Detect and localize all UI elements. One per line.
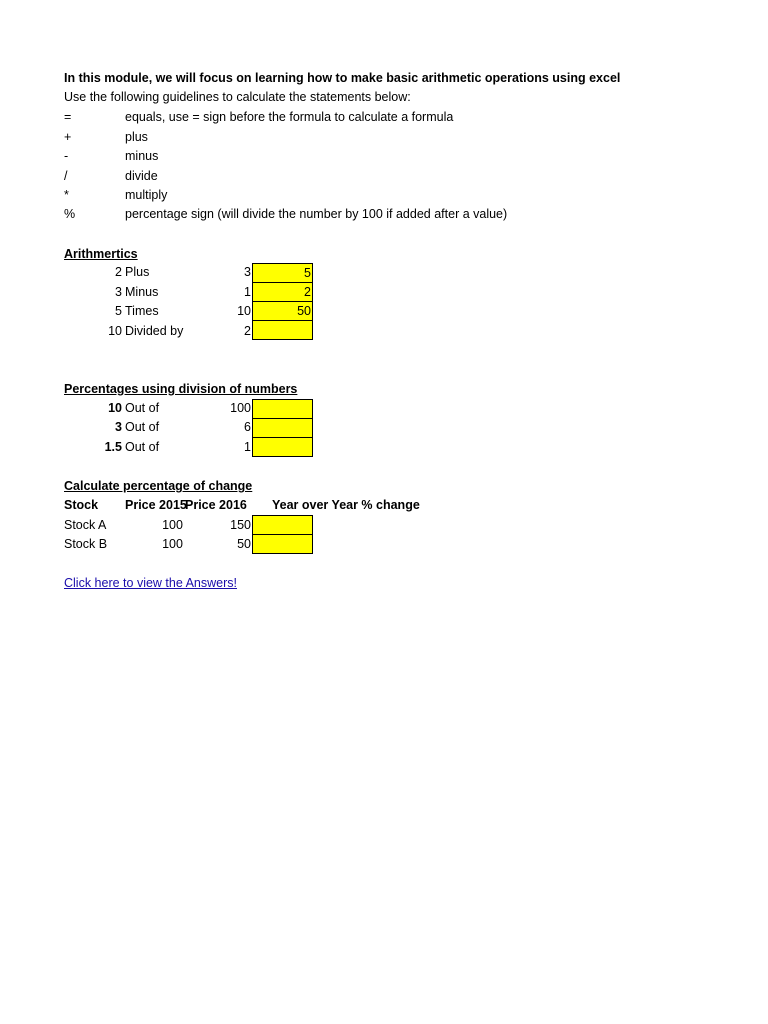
price-2015: 100 — [162, 518, 183, 532]
operator-description: minus — [125, 149, 159, 163]
arithmetics-heading: Arithmertics — [64, 247, 138, 261]
stock-name: Stock A — [64, 518, 107, 532]
operand-a: 1.5 — [104, 440, 122, 454]
price-2016: 150 — [230, 518, 251, 532]
percentages-heading: Percentages using division of numbers — [64, 382, 298, 396]
operand-b: 10 — [237, 304, 251, 318]
operator-symbol: / — [64, 169, 68, 183]
module-title: In this module, we will focus on learning how to make basic arithmetic operations using excel — [64, 71, 621, 85]
answer-cell[interactable] — [252, 437, 313, 457]
operation-label: Divided by — [125, 324, 184, 338]
operand-a: 3 — [115, 285, 122, 299]
operand-a: 5 — [115, 304, 122, 318]
change-heading: Calculate percentage of change — [64, 479, 253, 493]
answer-cell[interactable] — [252, 515, 313, 535]
answer-cell[interactable]: 50 — [252, 301, 313, 321]
operand-b: 2 — [244, 324, 251, 338]
operation-label: Minus — [125, 285, 159, 299]
operand-b: 6 — [244, 420, 251, 434]
answer-cell[interactable]: 2 — [252, 282, 313, 302]
operation-label: Out of — [125, 401, 160, 415]
operator-description: multiply — [125, 188, 168, 202]
operand-b: 1 — [244, 440, 251, 454]
column-header-price-2016: Price 2016 — [185, 498, 247, 512]
answer-cell[interactable]: 5 — [252, 263, 313, 283]
operator-description: percentage sign (will divide the number by 100 if added after a value) — [125, 207, 508, 221]
operator-symbol: * — [64, 188, 69, 202]
operator-symbol: = — [64, 110, 72, 124]
operation-label: Times — [125, 304, 159, 318]
operand-a: 10 — [108, 401, 122, 415]
operand-b: 3 — [244, 265, 251, 279]
operation-label: Plus — [125, 265, 150, 279]
price-2016: 50 — [237, 537, 251, 551]
operand-b: 1 — [244, 285, 251, 299]
operand-a: 3 — [115, 420, 122, 434]
answer-cell[interactable] — [252, 399, 313, 419]
operator-description: equals, use = sign before the formula to calculate a formula — [125, 110, 454, 124]
operator-symbol: % — [64, 207, 76, 221]
column-header-yoy-change: Year over Year % change — [272, 498, 420, 512]
operator-description: plus — [125, 130, 148, 144]
operation-label: Out of — [125, 420, 160, 434]
operation-label: Out of — [125, 440, 160, 454]
operator-symbol: + — [64, 130, 72, 144]
stock-name: Stock B — [64, 537, 108, 551]
answer-cell[interactable] — [252, 320, 313, 340]
operand-a: 2 — [115, 265, 122, 279]
view-answers-link[interactable]: Click here to view the Answers! — [64, 576, 237, 590]
column-header-stock: Stock — [64, 498, 99, 512]
price-2015: 100 — [162, 537, 183, 551]
operand-a: 10 — [108, 324, 122, 338]
guideline-text: Use the following guidelines to calculate the statements below: — [64, 90, 411, 104]
column-header-price-2015: Price 2015 — [125, 498, 187, 512]
answer-cell[interactable] — [252, 534, 313, 554]
operator-symbol: - — [64, 149, 69, 163]
answer-cell[interactable] — [252, 418, 313, 438]
operand-b: 100 — [230, 401, 251, 415]
operator-description: divide — [125, 169, 158, 183]
